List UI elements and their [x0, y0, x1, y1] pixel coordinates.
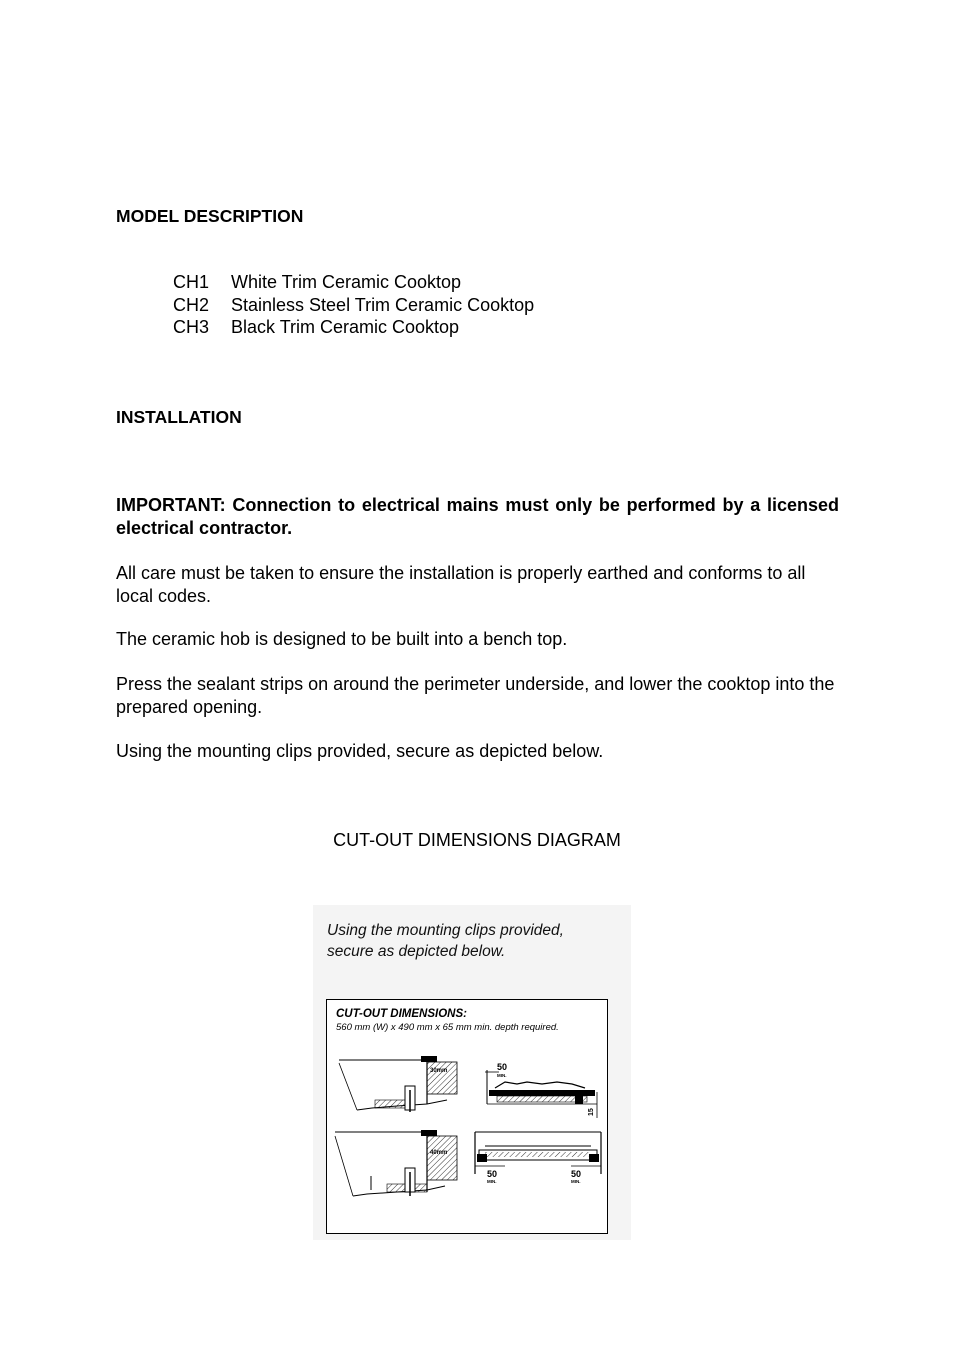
- paragraph-earthing: All care must be taken to ensure the installation is properly earthed and conforms to all local codes.: [116, 563, 806, 606]
- paragraph-bench-top: The ceramic hob is designed to be built into a bench top.: [116, 629, 568, 649]
- label-15: 15: [588, 1108, 595, 1116]
- label-50-left: 50: [487, 1169, 498, 1179]
- figure-intro-text: Using the mounting clips provided, secure as depicted below.: [327, 922, 564, 960]
- paragraph-mounting-clips: Using the mounting clips provided, secure as depicted below.: [116, 741, 604, 761]
- model-code: CH2: [173, 295, 210, 315]
- label-30mm: 30mm: [430, 1068, 448, 1074]
- model-code: CH3: [173, 317, 210, 337]
- model-name: White Trim Ceramic Cooktop: [231, 272, 462, 292]
- model-row: [173, 295, 534, 316]
- model-code: CH1: [173, 272, 210, 292]
- diagram-caption: CUT-OUT DIMENSIONS DIAGRAM: [333, 830, 621, 850]
- clearance-diagram-top: [485, 1062, 597, 1118]
- model-row: [173, 272, 461, 293]
- mounting-detail-40mm: [335, 1130, 457, 1196]
- label-40mm: 40mm: [430, 1150, 448, 1156]
- model-row: [173, 317, 459, 338]
- paragraph-sealant: Press the sealant strips on around the perimeter underside, and lower the cooktop into the prepared opening.: [116, 674, 835, 717]
- important-notice: IMPORTANT: Connection to electrical mains must only be performed by a licensed electrical contractor.: [116, 495, 839, 538]
- model-name: Black Trim Ceramic Cooktop: [231, 317, 460, 337]
- label-50-top: 50: [497, 1062, 508, 1072]
- cut-out-dimensions-title: CUT-OUT DIMENSIONS:: [336, 1008, 467, 1020]
- mounting-detail-30mm: [339, 1056, 457, 1112]
- model-name: Stainless Steel Trim Ceramic Cooktop: [231, 295, 535, 315]
- cut-out-diagram: [313, 905, 631, 1240]
- installation-drawings: [327, 1000, 607, 1233]
- installation-heading: INSTALLATION: [116, 407, 242, 427]
- model-description-heading: MODEL DESCRIPTION: [116, 206, 304, 226]
- label-min-left: MIN.: [487, 1179, 497, 1184]
- cut-out-dimensions-box: [326, 999, 608, 1234]
- label-min-right: MIN.: [571, 1179, 581, 1184]
- clearance-diagram-bottom: [475, 1132, 601, 1184]
- label-50-right: 50: [571, 1169, 582, 1179]
- label-min-top: MIN.: [497, 1073, 507, 1078]
- cut-out-dimensions-subtitle: 560 mm (W) x 490 mm x 65 mm min. depth required.: [336, 1022, 559, 1033]
